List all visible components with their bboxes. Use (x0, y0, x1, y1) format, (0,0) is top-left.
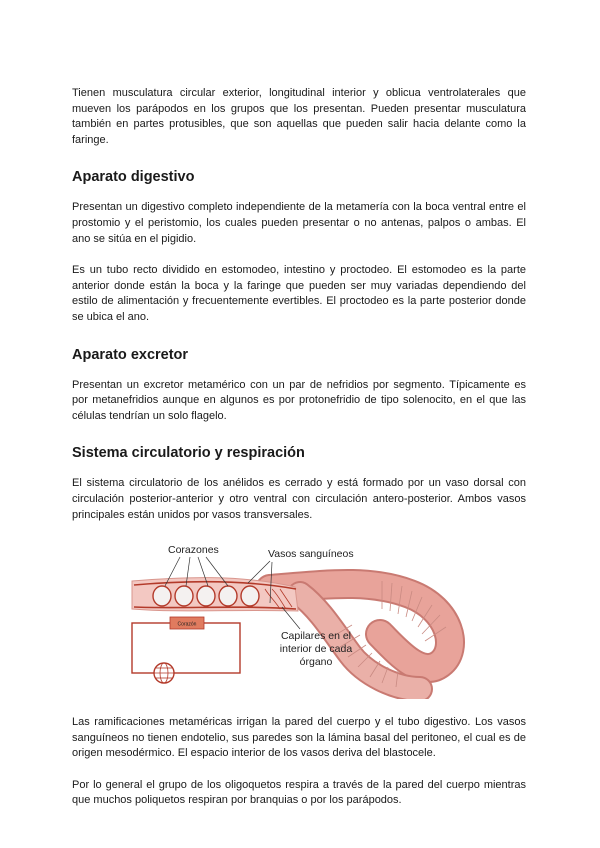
paragraph-musculatura: Tienen musculatura circular exterior, longitudinal interior y oblicua ventrolaterales que mueven los parápodos en los grupos que los presentan. Pueden presentar musculatura también en partes protusibles, que son aquellas que pueden salir hacia delante como la faringe. (72, 87, 526, 146)
hearts-group (153, 586, 259, 606)
heading-aparato-digestivo: Aparato digestivo (72, 169, 195, 186)
label-capilares-3: órgano (299, 656, 333, 669)
paragraph-ramificaciones: Las ramificaciones metaméricas irrigan la pared del cuerpo y el tubo digestivo. Los vasos sanguíneos no tienen endotelio, sus paredes son la lámina basal del peritoneo, el cual es de origen mesodérmico. El espacio interior de los vasos deriva del blastocele. (72, 716, 526, 760)
label-corazones: Corazones (168, 544, 219, 557)
circuit-frame (132, 623, 240, 673)
label-capilares-1: Capilares en el (280, 630, 352, 643)
heading-sistema-circulatorio: Sistema circulatorio y respiración (72, 445, 305, 462)
document-content (72, 86, 526, 809)
label-capilares-2: interior de cada (279, 643, 353, 656)
paragraph-excretor: Presentan un excretor metamérico con un par de nefridios por segmento. Típicamente es por metanefridios aunque en algunos es por protonefridio de tipo solenocito, en el que las células tendrían un solo flagelo. (72, 378, 526, 422)
worm-diagram (120, 539, 480, 699)
heading-aparato-excretor: Aparato excretor (72, 346, 189, 363)
paragraph-circulatorio: El sistema circulatorio de los anélidos es cerrado y está formado por un vaso dorsal con circulación posterior-anterior y otro ventral con circulación antero-posterior. Ambos vasos principales están unidos por vasos transversales. (72, 477, 526, 521)
paragraph-respiracion: Por lo general el grupo de los oligoquetos respira a través de la pared del cuerpo mientras que muchos poliquetos respiran por branquias o por los parápodos. (72, 778, 526, 807)
paragraph-digestivo-2: Es un tubo recto dividido en estomodeo, intestino y proctodeo. El estomodeo es la parte anterior donde están la boca y la faringe que pueden ser muy variadas dependiendo del estilo de alimentación y frecuentemente evertibles. El proctodeo es la parte posterior donde se ubica el ano. (72, 264, 526, 323)
annelid-circulatory-figure (120, 539, 480, 699)
paragraph-digestivo-1: Presentan un digestivo completo independiente de la metamería con la boca ventral entre el prostomio y el peristomio, los cuales pueden presentar o no antenas, palpos o ambas. El ano se sitúa en el pigidio. (72, 201, 526, 245)
label-vasos-sanguineos: Vasos sanguíneos (268, 548, 354, 561)
label-corazon-box: Corazón (177, 621, 197, 628)
circuit-diagram (132, 617, 240, 683)
